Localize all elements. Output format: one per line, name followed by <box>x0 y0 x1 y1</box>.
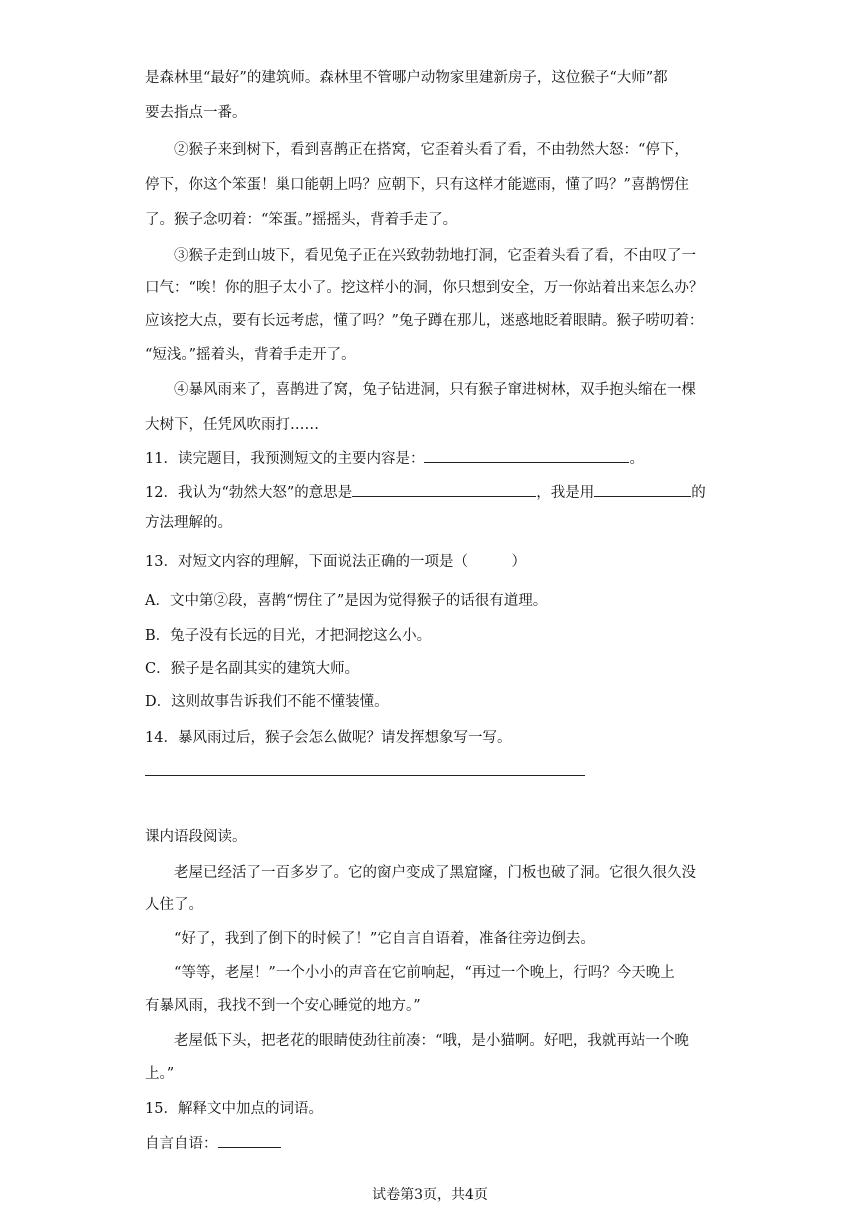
question-13-option-a[interactable]: A．文中第②段，喜鹊“愣住了”是因为觉得猴子的话很有道理。 <box>145 593 548 609</box>
question-11-blank[interactable] <box>424 447 629 463</box>
question-15-term <box>145 1132 720 1154</box>
question-12-blank-1[interactable] <box>352 481 536 497</box>
page-footer: 试卷第3页，共4页 <box>372 1187 488 1203</box>
passage2-line-5: 有暴风雨，我找不到一个安心睡觉的地方。” <box>145 998 421 1014</box>
passage2-line-6: 老屋低下头，把老花的眼睛使劲往前凑：“哦，是小猫啊。好吧，我就再站一个晚 <box>174 1033 689 1049</box>
passage1-line-11: 大树下，任凭风吹雨打…… <box>145 417 319 433</box>
question-12-blank-2[interactable] <box>594 481 691 497</box>
question-11 <box>145 447 720 469</box>
passage2-line-1: 老屋已经活了一百多岁了。它的窗户变成了黑窟窿，门板也破了洞。它很久很久没 <box>174 865 696 881</box>
passage2-line-2: 人住了。 <box>145 897 203 913</box>
question-11-text: 11．读完题目，我预测短文的主要内容是： <box>145 451 425 467</box>
question-11-suffix: 。 <box>629 451 644 467</box>
passage2-line-4: “等等，老屋！”一个小小的声音在它前响起，“再过一个晚上，行吗？今天晚上 <box>174 965 675 981</box>
passage2-line-7: 上。” <box>145 1066 175 1082</box>
passage1-line-6: ③猴子走到山坡下，看见兔子正在兴致勃勃地打洞，它歪着头看了看，不由叹了一 <box>174 248 696 264</box>
question-12-part2: ，我是用 <box>536 485 595 501</box>
question-12-line-2: 方法理解的。 <box>145 515 232 531</box>
question-13-option-b[interactable]: B．兔子没有长远的目光，才把洞挖这么小。 <box>145 628 432 644</box>
question-13-option-c[interactable]: C．猴子是名副其实的建筑大师。 <box>145 661 360 677</box>
passage1-line-8: 应该挖大点，要有长远考虑，懂了吗？”兔子蹲在那儿，迷惑地眨着眼睛。猴子唠叨着： <box>145 313 704 329</box>
passage1-line-10: ④暴风雨来了，喜鹊进了窝，兔子钻进洞，只有猴子窜进树林，双手抱头缩在一棵 <box>174 382 696 398</box>
passage1-line-5: 了。猴子念叨着：“笨蛋。”摇摇头，背着手走了。 <box>145 212 458 228</box>
passage2-line-3: “好了，我到了倒下的时候了！”它自言自语着，准备往旁边倒去。 <box>174 931 595 947</box>
question-15-blank[interactable] <box>218 1132 281 1148</box>
passage1-line-1: 是森林里“最好”的建筑师。森林里不管哪户动物家里建新房子，这位猴子“大师”都 <box>145 70 668 86</box>
question-14-answer-line[interactable] <box>145 775 585 776</box>
question-15: 15．解释文中加点的词语。 <box>145 1101 323 1117</box>
question-12-part3: 的 <box>691 485 706 501</box>
passage1-line-2: 要去指点一番。 <box>145 105 247 121</box>
question-13: 13．对短文内容的理解，下面说法正确的一项是（ ） <box>145 554 526 570</box>
question-14: 14．暴风雨过后，猴子会怎么做呢？请发挥想象写一写。 <box>145 730 512 746</box>
passage1-line-4: 停下，你这个笨蛋！巢口能朝上吗？应朝下，只有这样才能遮雨，懂了吗？”喜鹊愣住 <box>145 177 689 193</box>
passage1-line-7: 口气：“唉！你的胆子太小了。挖这样小的洞，你只想到安全，万一你站着出来怎么办？ <box>145 280 704 296</box>
passage2-heading: 课内语段阅读。 <box>145 829 247 845</box>
passage1-line-3: ②猴子来到树下，看到喜鹊正在搭窝，它歪着头看了看，不由勃然大怒：“停下， <box>174 142 689 158</box>
question-12 <box>145 481 720 503</box>
question-15-term-label: 自言自语： <box>145 1136 218 1152</box>
question-12-part1: 12．我认为“勃然大怒”的意思是 <box>145 485 353 501</box>
passage1-line-9: “短浅。”摇着头，背着手走开了。 <box>145 347 356 363</box>
question-13-option-d[interactable]: D．这则故事告诉我们不能不懂装懂。 <box>145 694 389 710</box>
